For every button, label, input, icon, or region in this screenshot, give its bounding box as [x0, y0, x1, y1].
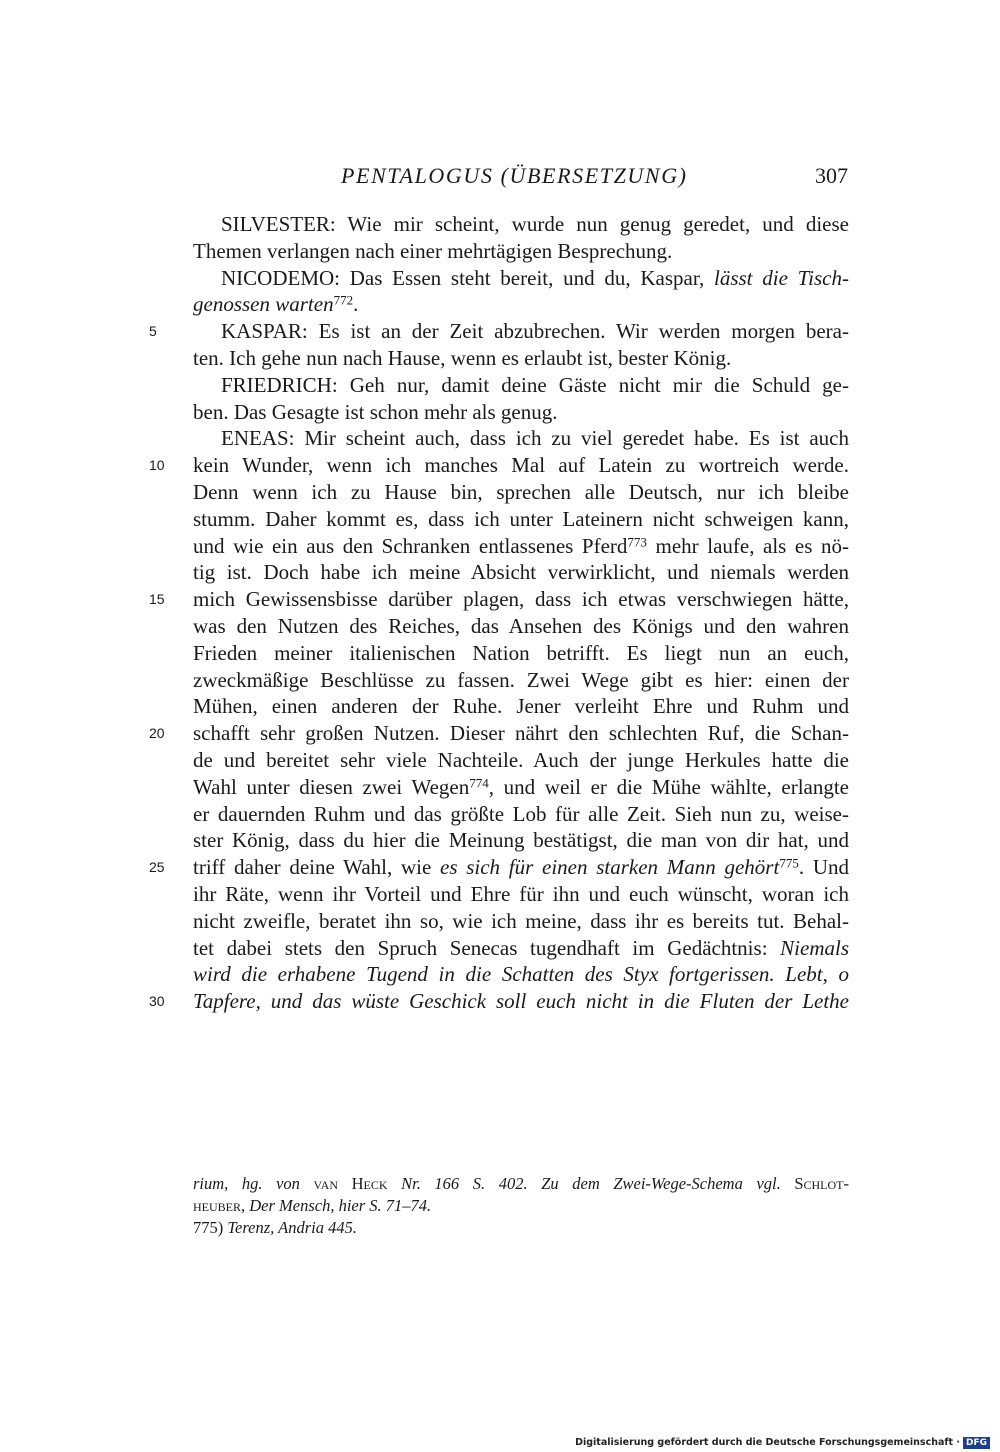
text-line: tet dabei stets den Spruch Senecas tugendhaft im Gedächtnis: Niemals [193, 935, 849, 960]
text-line: 20 schafft sehr großen Nutzen. Dieser nährt den schlechten Ruf, die Schan- [149, 721, 849, 746]
footnote-ref: 773 [627, 534, 647, 550]
funding-footer [575, 1437, 990, 1449]
text-line: 10 kein Wunder, wenn ich manches Mal auf Latein zu wortreich werde. [149, 453, 849, 478]
running-title: PENTALOGUS (ÜBERSETZUNG) [341, 163, 688, 188]
text-line: 5 KASPAR: Es ist an der Zeit abzubrechen. Wir werden morgen bera- [149, 319, 849, 344]
footnote-line: rium, hg. von van Heck Nr. 166 S. 402. Zu dem Zwei-Wege-Schema vgl. Schlot- [193, 1174, 849, 1193]
text-line: Frieden meiner italienischen Nation betrifft. Es liegt nun an euch, [193, 640, 849, 665]
footnote-number: 775) [193, 1218, 224, 1237]
text-line: SILVESTER: Wie mir scheint, wurde nun genug geredet, und diese [221, 212, 849, 236]
text-line: was den Nutzen des Reiches, das Ansehen des Königs und den wahren [193, 613, 849, 638]
text-line: ster König, dass du hier die Meinung bestätigst, die man von dir hat, und [193, 828, 849, 853]
footnote-line: heuber, Der Mensch, hier S. 71–74. [193, 1196, 432, 1215]
text-line: ben. Das Gesagte ist schon mehr als genug. [193, 399, 558, 424]
text-line: ENEAS: Mir scheint auch, dass ich zu viel geredet habe. Es ist auch [221, 426, 849, 451]
footnote-ref: 772 [333, 292, 354, 308]
text-line: ten. Ich gehe nun nach Hause, wenn es erlaubt ist, bester König. [193, 345, 732, 370]
footnotes [193, 1173, 849, 1239]
line-number: 10 [149, 457, 165, 474]
text-line: de und bereitet sehr viele Nachteile. Auch der junge Herkules hatte die [193, 747, 849, 772]
line-number: 15 [149, 591, 165, 608]
main-text [149, 211, 850, 1015]
funding-note: Digitalisierung gefördert durch die Deutsche Forschungsgemeinschaft · [575, 1437, 960, 1448]
text-line: FRIEDRICH: Geh nur, damit deine Gäste nicht mir die Schuld ge- [221, 372, 849, 397]
text-line: 25 triff daher deine Wahl, wie es sich für einen starken Mann gehört$^{775}$. Und [149, 855, 849, 880]
footnote-ref: 775 [779, 855, 799, 871]
text-line: genossen warten$^{772}$. [193, 292, 359, 317]
text-line: stumm. Daher kommt es, dass ich unter Lateinern nicht schweigen kann, [193, 506, 849, 531]
text-line: er dauernden Ruhm und das größte Lob für alle Zeit. Sieh nun zu, weise- [193, 801, 849, 826]
page-number: 307 [815, 163, 848, 188]
line-number: 20 [149, 725, 165, 742]
line-number: 5 [149, 323, 157, 340]
text-line: zweckmäßige Beschlüsse zu fassen. Zwei Wege gibt es hier: einen der [193, 667, 849, 692]
text-line: nicht zweifle, beratet ihn so, wie ich meine, dass ihr es bereits tut. Behal- [193, 908, 849, 933]
running-head [0, 163, 1000, 193]
text-line: Themen verlangen nach einer mehrtägigen Besprechung. [193, 238, 673, 263]
text-line: ihr Räte, wenn ihr Vorteil und Ehre für ihn und euch wünscht, woran ich [193, 881, 849, 906]
footnote-775: 775) Terenz, Andria 445. [193, 1218, 357, 1237]
text-line: 30 Tapfere, und das wüste Geschick soll euch nicht in die Fluten der Lethe [149, 989, 849, 1014]
text-line: NICODEMO: Das Essen steht bereit, und du, Kaspar, lässt die Tisch- [221, 265, 849, 290]
text-line: 15 mich Gewissensbisse darüber plagen, dass ich etwas verschwiegen hätte, [149, 587, 849, 612]
footnote-ref: 774 [469, 775, 489, 791]
text-line: tig ist. Doch habe ich meine Absicht verwirklicht, und niemals werden [193, 560, 849, 585]
text-line: Mühen, einen anderen der Ruhe. Jener verleiht Ehre und Ruhm und [193, 694, 849, 719]
line-number: 25 [149, 859, 165, 876]
text-line: Wahl unter diesen zwei Wegen$^{774}$, und weil er die Mühe wählte, erlangte [193, 774, 850, 799]
text-line: Denn wenn ich zu Hause bin, sprechen alle Deutsch, nur ich bleibe [193, 479, 849, 504]
dfg-logo-icon: DFG [963, 1437, 990, 1449]
text-line: und wie ein aus den Schranken entlassenes Pferd$^{773}$ mehr laufe, als es nö- [193, 533, 849, 558]
line-number: 30 [149, 993, 165, 1010]
text-line: wird die erhabene Tugend in die Schatten des Styx fortgerissen. Lebt, o [193, 962, 849, 987]
